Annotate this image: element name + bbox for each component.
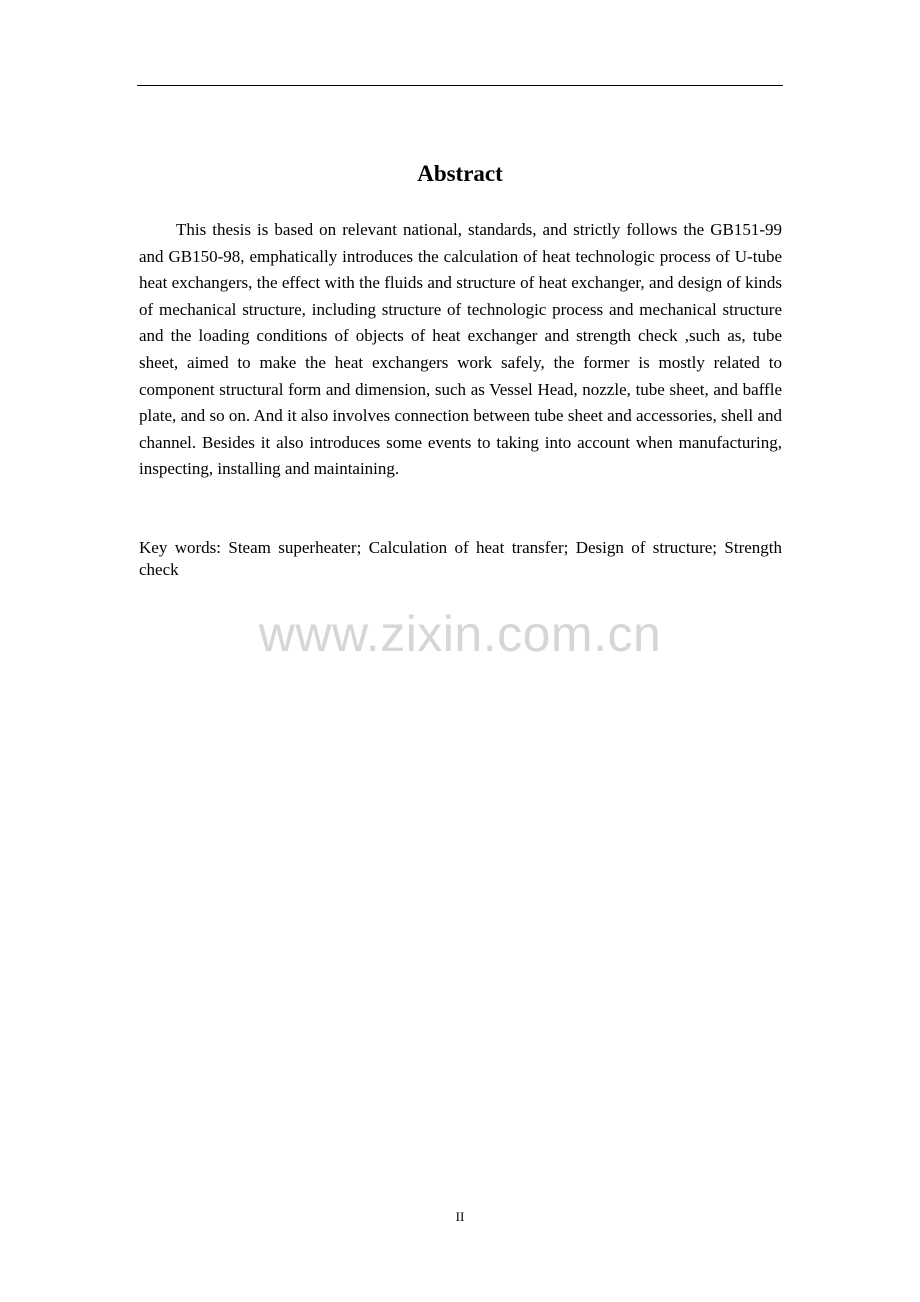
abstract-title: Abstract [417, 161, 503, 186]
header-rule [137, 85, 783, 86]
abstract-body: This thesis is based on relevant national, standards, and strictly follows the GB151-99 and GB150-98, emphatically introduces the calculation of heat technologic process of U-tube heat exchangers, the effect with the fluids and structure of heat exchanger, and design of kinds of mechanical structure, including structure of technologic process and mechanical structure and the loading conditions of objects of heat exchanger and strength check ,such as, tube sheet, aimed to make the heat exchangers work safely, the former is mostly related to component structural form and dimension, such as Vessel Head, nozzle, tube sheet, and baffle plate, and so on. And it also involves connection between tube sheet and accessories, shell and channel. Besides it also introduces some events to taking into account when manufacturing, inspecting, installing and maintaining. [139, 220, 782, 479]
keywords-line: Key words: Steam superheater; Calculation of heat transfer; Design of structure; Strength check [139, 538, 782, 579]
watermark: www.zixin.com.cn [258, 606, 662, 662]
page-number: II [455, 1209, 465, 1224]
